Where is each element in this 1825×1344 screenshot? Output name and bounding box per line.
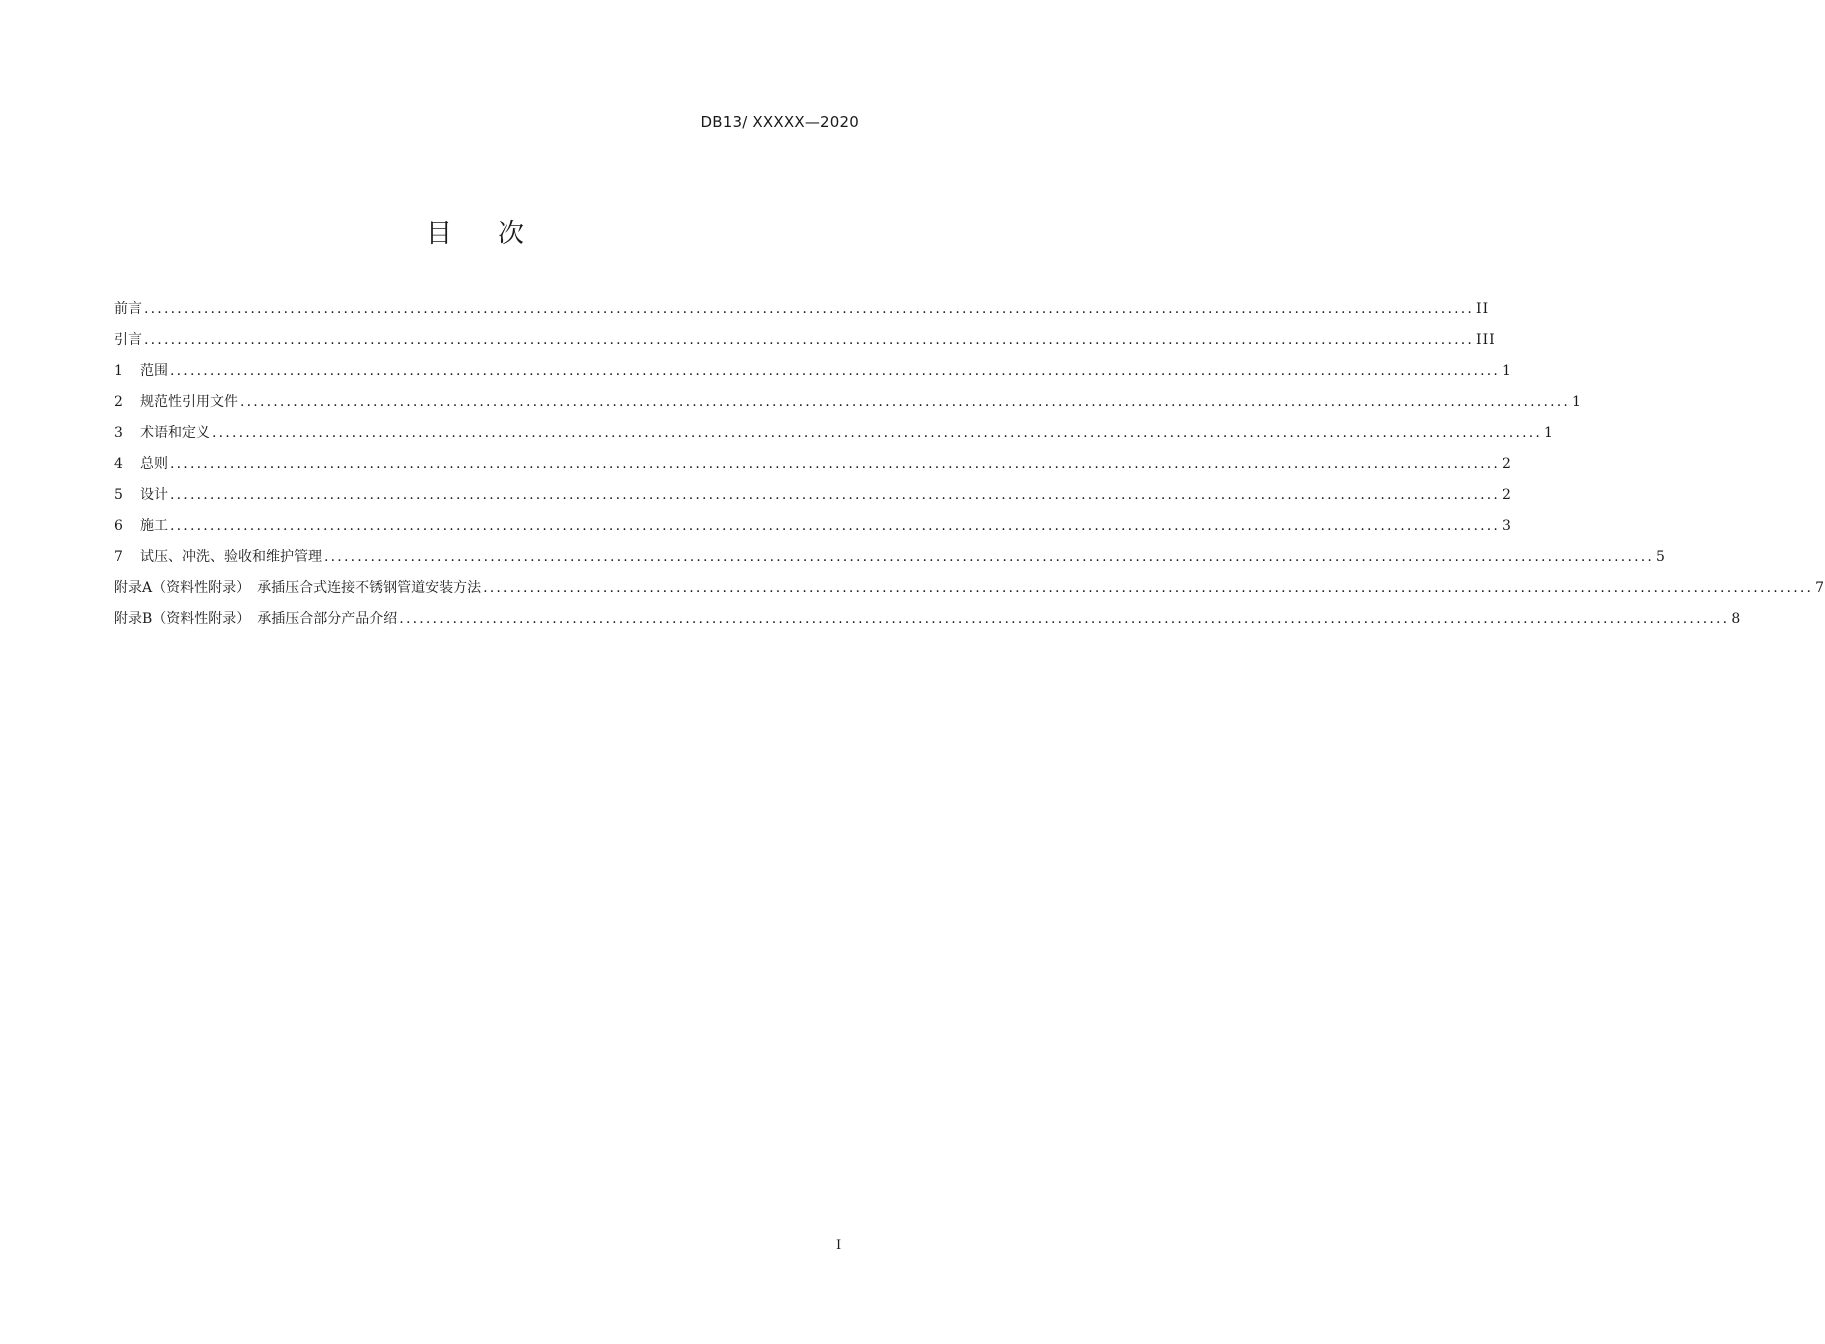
toc-entry-label: 附录A（资料性附录） 承插压合式连接不锈钢管道安装方法 [114,580,482,596]
toc-leader-dots: ........................................................................................................................................................................................................ [324,549,1655,565]
toc-entry-page: 2 [1502,487,1512,503]
toc-entry[interactable] [114,298,1490,329]
toc-entry-page: 1 [1502,363,1512,379]
toc-entry-page: 1 [1544,425,1554,441]
toc-leader-dots: ........................................................................................................................................................................................................ [170,487,1501,503]
toc-entry-number: 7 [114,549,123,565]
toc-entry[interactable] [114,360,1512,391]
toc-leader-dots: ........................................................................................................................................................................................................ [170,518,1501,534]
toc-leader-dots: ........................................................................................................................................................................................................ [170,363,1501,379]
toc-entry[interactable] [114,453,1512,484]
toc-entry-label: 规范性引用文件 [140,394,238,410]
toc-entry-label: 试压、冲洗、验收和维护管理 [140,549,322,565]
toc-leader-dots: ........................................................................................................................................................................................................ [170,456,1501,472]
toc-entry-label: 施工 [140,518,168,534]
toc-entry-page: III [1476,332,1496,348]
toc-entry[interactable] [114,546,1666,577]
toc-entry-number: 4 [114,456,123,472]
toc-entry-label: 前言 [114,301,142,317]
toc-leader-dots: ........................................................................................................................................................................................................ [399,611,1730,627]
toc-leader-dots: ........................................................................................................................................................................................................ [144,301,1475,317]
toc-entry[interactable] [114,484,1512,515]
toc-entry-label: 引言 [114,332,142,348]
toc-entry-number: 3 [114,425,123,441]
toc-entry-label: 总则 [140,456,168,472]
toc-entry-page: 2 [1502,456,1512,472]
toc-entry[interactable] [114,515,1512,546]
toc-entry[interactable] [114,422,1554,453]
toc-entry-page: 8 [1731,611,1742,627]
toc-entry-number: 1 [114,363,123,379]
toc-entry-label: 附录B（资料性附录） 承插压合部分产品介绍 [114,611,398,627]
toc-entry-page: II [1476,301,1490,317]
toc-leader-dots: ........................................................................................................................................................................................................ [212,425,1543,441]
document-code: DB13/ XXXXX—2020 [700,113,859,131]
toc-entry[interactable] [114,608,1742,639]
toc-entry-label: 范围 [140,363,168,379]
toc-leader-dots: ........................................................................................................................................................................................................ [240,394,1571,410]
toc-entry[interactable] [114,577,1825,608]
toc-entry-label: 术语和定义 [140,425,210,441]
page-number: I [836,1238,842,1253]
toc-title: 目次 [425,219,570,249]
toc-entry-number: 2 [114,394,123,410]
table-of-contents [114,298,1825,639]
toc-entry-page: 1 [1572,394,1582,410]
toc-leader-dots: ........................................................................................................................................................................................................ [144,332,1475,348]
toc-entry-number: 6 [114,518,123,534]
toc-entry-page: 3 [1502,518,1512,534]
toc-entry-page: 5 [1656,549,1666,565]
toc-entry-label: 设计 [140,487,168,503]
toc-entry[interactable] [114,329,1496,360]
toc-entry[interactable] [114,391,1582,422]
toc-leader-dots: ........................................................................................................................................................................................................ [483,580,1814,596]
toc-entry-page: 7 [1815,580,1825,596]
toc-entry-number: 5 [114,487,123,503]
